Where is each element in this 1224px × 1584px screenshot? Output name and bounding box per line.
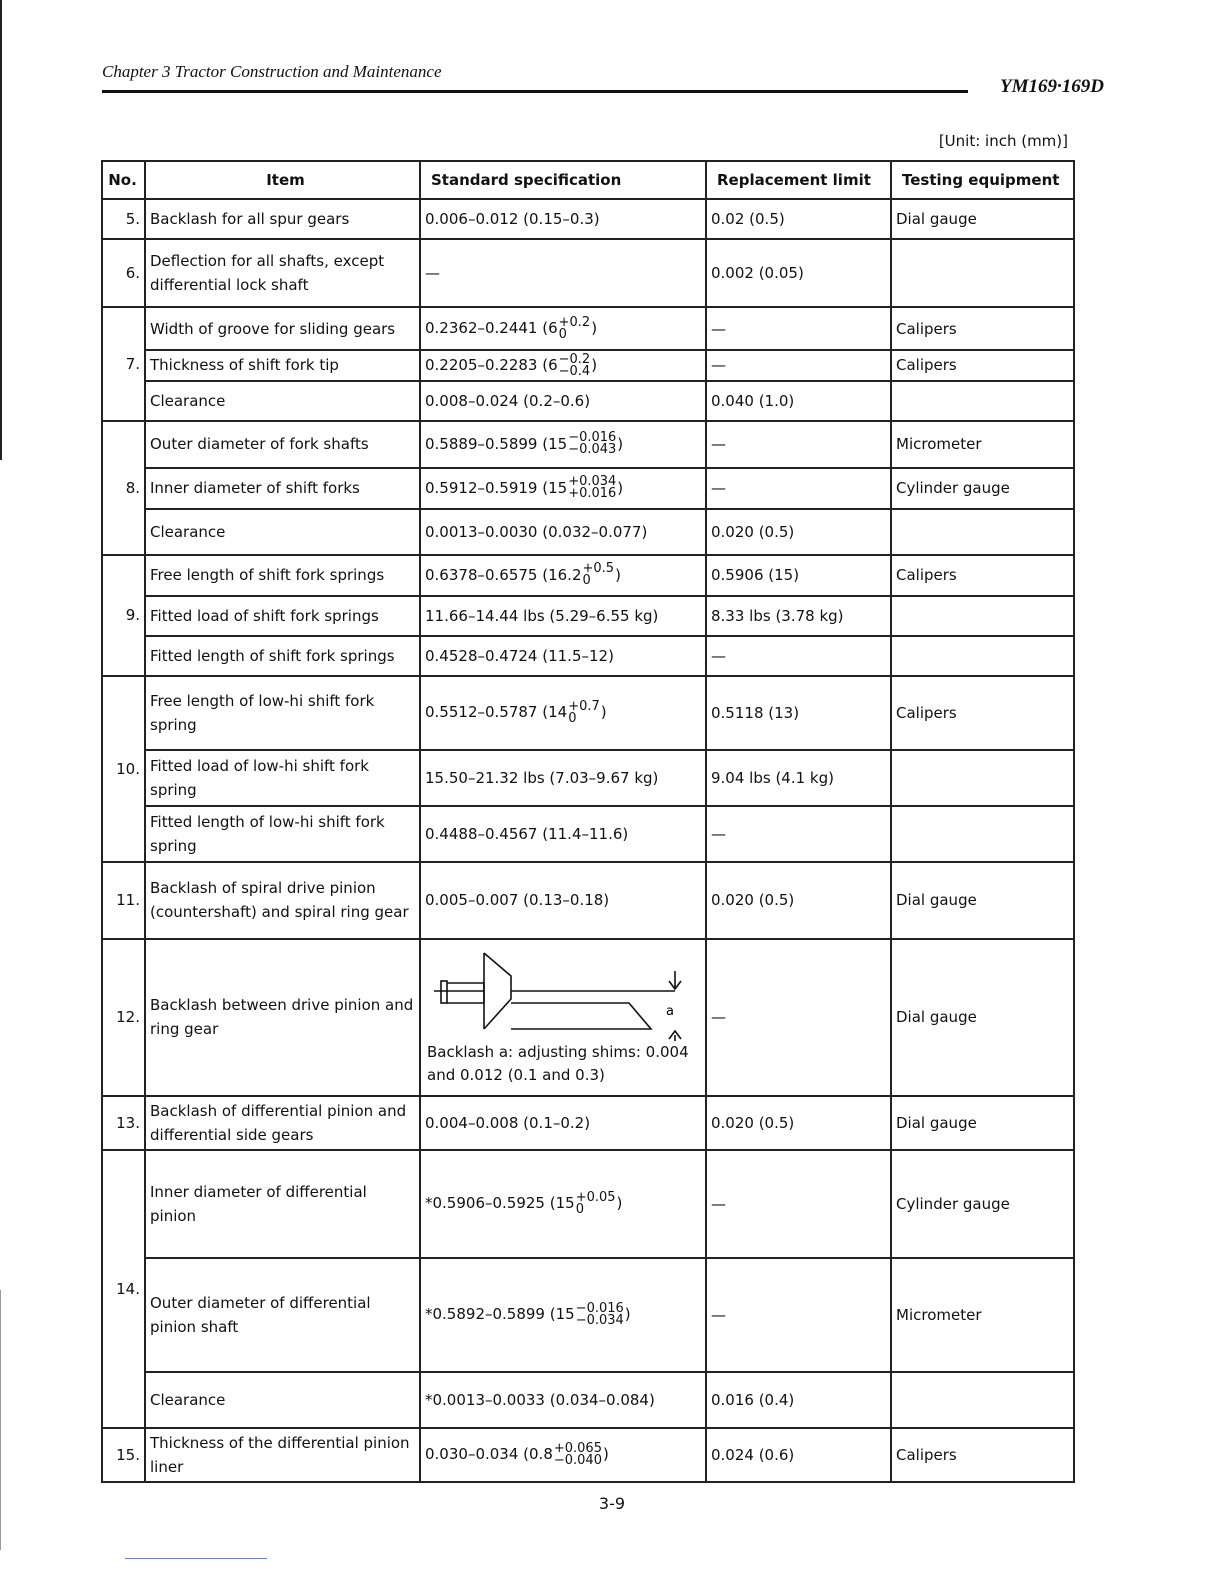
cell-spec: 0.0013–0.0030 (0.032–0.077): [420, 509, 706, 555]
cell-limit: 0.024 (0.6): [706, 1428, 891, 1482]
table-row: [102, 1372, 1074, 1428]
spec-close: ): [624, 1305, 631, 1324]
cell-item: Fitted length of shift fork springs: [145, 636, 420, 676]
cell-limit: —: [706, 636, 891, 676]
cell-no: 8.: [102, 421, 145, 555]
cell-limit: 0.5118 (13): [706, 676, 891, 750]
tolerance: [553, 1440, 602, 1468]
cell-item: Backlash between drive pinion and ring gear: [145, 939, 420, 1096]
cell-item: Outer diameter of fork shafts: [145, 421, 420, 468]
tolerance-lower: −0.034: [575, 1312, 624, 1328]
cell-limit: 0.002 (0.05): [706, 239, 891, 307]
cell-limit: 0.020 (0.5): [706, 509, 891, 555]
cell-item: Inner diameter of shift forks: [145, 468, 420, 509]
tolerance-lower: 0: [575, 1201, 584, 1217]
tolerance-upper: −0.2: [558, 351, 591, 367]
cell-item: Backlash for all spur gears: [145, 199, 420, 239]
cell-equip: Dial gauge: [891, 862, 1074, 939]
tolerance-lower: 0: [582, 573, 591, 589]
cell-item: Thickness of the differential pinion liner: [145, 1428, 420, 1482]
spec-base: 0.5889–0.5899 (15: [425, 434, 568, 453]
cell-equip: Calipers: [891, 555, 1074, 596]
cell-spec: [420, 1258, 706, 1372]
cell-item: Thickness of shift fork tip: [145, 350, 420, 381]
table-row: [102, 350, 1074, 381]
col-header-no: No.: [102, 161, 145, 199]
cell-no: 10.: [102, 676, 145, 862]
cell-limit: —: [706, 1150, 891, 1258]
tolerance: [568, 432, 616, 456]
cell-limit: 0.020 (0.5): [706, 862, 891, 939]
diagram-label-a: a: [666, 1004, 674, 1019]
cell-spec: [420, 1150, 706, 1258]
cell-equip: Calipers: [891, 350, 1074, 381]
cell-no: 9.: [102, 555, 145, 676]
cell-equip: [891, 239, 1074, 307]
tolerance-upper: +0.065: [553, 1440, 602, 1456]
cell-item: Clearance: [145, 381, 420, 421]
cell-equip: [891, 596, 1074, 636]
cell-limit: 8.33 lbs (3.78 kg): [706, 596, 891, 636]
cell-equip: [891, 1372, 1074, 1428]
model-heading: YM169·169D: [1000, 76, 1104, 97]
cell-spec: —: [420, 239, 706, 307]
cell-equip: [891, 750, 1074, 806]
table-row: [102, 1150, 1074, 1258]
cell-item: Fitted length of low-hi shift fork spring: [145, 806, 420, 862]
cell-equip: Calipers: [891, 1428, 1074, 1482]
tolerance-upper: +0.5: [582, 561, 615, 577]
spec-close: ): [600, 703, 607, 722]
spec-table: [101, 160, 1075, 1483]
table-row: [102, 307, 1074, 350]
tolerance: [575, 1300, 624, 1328]
cell-limit: 0.020 (0.5): [706, 1096, 891, 1150]
cell-equip: [891, 806, 1074, 862]
tolerance-lower: −0.043: [568, 442, 617, 458]
cell-spec: 11.66–14.44 lbs (5.29–6.55 kg): [420, 596, 706, 636]
cell-item: Deflection for all shafts, except differential lock shaft: [145, 239, 420, 307]
table-row: [102, 199, 1074, 239]
cell-equip: [891, 509, 1074, 555]
table-row: [102, 555, 1074, 596]
cell-no: 14.: [102, 1150, 145, 1428]
cell-spec: 15.50–21.32 lbs (7.03–9.67 kg): [420, 750, 706, 806]
cell-spec: *0.0013–0.0033 (0.034–0.084): [420, 1372, 706, 1428]
cell-spec: [420, 350, 706, 381]
cell-item: Free length of low-hi shift fork spring: [145, 676, 420, 750]
tolerance: [558, 351, 591, 379]
spec-close: ): [617, 434, 624, 453]
spec-close: ): [602, 1445, 609, 1464]
tolerance-upper: −0.016: [568, 430, 617, 446]
cell-limit: —: [706, 939, 891, 1096]
cell-spec: 0.005–0.007 (0.13–0.18): [420, 862, 706, 939]
spec-base: 0.6378–0.6575 (16.2: [425, 565, 582, 584]
tolerance: [568, 698, 600, 726]
cell-limit: —: [706, 468, 891, 509]
cell-equip: Cylinder gauge: [891, 1150, 1074, 1258]
cell-limit: 0.5906 (15): [706, 555, 891, 596]
tolerance-lower: +0.016: [568, 486, 617, 502]
header-rule: [102, 90, 968, 93]
col-header-item: Item: [145, 161, 420, 199]
cell-limit: 0.016 (0.4): [706, 1372, 891, 1428]
left-margin-mark: [0, 0, 2, 460]
cell-spec: [420, 307, 706, 350]
cell-equip: [891, 636, 1074, 676]
spec-base: 0.5512–0.5787 (14: [425, 703, 568, 722]
table-row: [102, 421, 1074, 468]
cell-limit: —: [706, 806, 891, 862]
cell-spec: 0.4488–0.4567 (11.4–11.6): [420, 806, 706, 862]
table-row: [102, 636, 1074, 676]
spec-base: 0.030–0.034 (0.8: [425, 1445, 553, 1464]
tolerance: [558, 314, 591, 342]
spec-base: *0.5906–0.5925 (15: [425, 1194, 575, 1213]
cell-item: Clearance: [145, 1372, 420, 1428]
cell-limit: —: [706, 1258, 891, 1372]
cell-spec: [420, 939, 706, 1096]
tolerance-upper: −0.016: [575, 1300, 624, 1316]
cell-spec: 0.008–0.024 (0.2–0.6): [420, 381, 706, 421]
cell-equip: Cylinder gauge: [891, 468, 1074, 509]
col-header-spec: Standard specification: [420, 161, 706, 199]
cell-spec: 0.006–0.012 (0.15–0.3): [420, 199, 706, 239]
spec-base: 0.2362–0.2441 (6: [425, 319, 558, 338]
spec-close: ): [591, 356, 598, 374]
cell-limit: —: [706, 350, 891, 381]
tolerance-lower: −0.040: [553, 1452, 602, 1468]
table-row: [102, 509, 1074, 555]
tolerance: [583, 563, 615, 587]
cell-spec: 0.4528–0.4724 (11.5–12): [420, 636, 706, 676]
cell-no: 12.: [102, 939, 145, 1096]
table-row: [102, 862, 1074, 939]
cell-limit: —: [706, 421, 891, 468]
tolerance: [568, 476, 616, 500]
tolerance-upper: +0.7: [568, 698, 600, 714]
cell-limit: 0.040 (1.0): [706, 381, 891, 421]
table-row: [102, 381, 1074, 421]
cell-item: Fitted load of shift fork springs: [145, 596, 420, 636]
cell-spec: [420, 555, 706, 596]
cell-equip: Dial gauge: [891, 1096, 1074, 1150]
cell-spec: [420, 421, 706, 468]
cell-spec: 0.004–0.008 (0.1–0.2): [420, 1096, 706, 1150]
cell-item: Backlash of differential pinion and differential side gears: [145, 1096, 420, 1150]
tolerance-lower: 0: [558, 326, 567, 342]
spec-base: *0.5892–0.5899 (15: [425, 1305, 575, 1324]
cell-no: 15.: [102, 1428, 145, 1482]
cell-no: 6.: [102, 239, 145, 307]
spec-close: ): [616, 1194, 623, 1213]
cell-item: Inner diameter of differential pinion: [145, 1150, 420, 1258]
tolerance-upper: +0.034: [568, 474, 617, 490]
cell-spec: [420, 676, 706, 750]
table-row: [102, 239, 1074, 307]
cell-limit: 9.04 lbs (4.1 kg): [706, 750, 891, 806]
chapter-heading: Chapter 3 Tractor Construction and Maintenance: [102, 62, 442, 81]
tolerance-upper: +0.05: [575, 1189, 616, 1205]
table-row: [102, 750, 1074, 806]
table-row: [102, 1428, 1074, 1482]
pinion-ring-gear-diagram: [429, 951, 689, 1041]
table-row: [102, 939, 1074, 1096]
cell-item: Fitted load of low-hi shift fork spring: [145, 750, 420, 806]
spec-base: 0.5912–0.5919 (15: [425, 478, 568, 497]
col-header-equip: Testing equipment: [891, 161, 1074, 199]
cell-item: Backlash of spiral drive pinion (countershaft) and spiral ring gear: [145, 862, 420, 939]
page-number: 3-9: [598, 1494, 626, 1513]
cell-equip: [891, 381, 1074, 421]
cell-no: 7.: [102, 307, 145, 421]
cell-equip: Dial gauge: [891, 199, 1074, 239]
table-row: [102, 1258, 1074, 1372]
cell-no: 5.: [102, 199, 145, 239]
cell-limit: —: [706, 307, 891, 350]
cell-equip: Micrometer: [891, 1258, 1074, 1372]
spec-text: Backlash a: adjusting shims: 0.004 and 0.012 (0.1 and 0.3): [427, 1043, 689, 1084]
footer-link-line: [125, 1558, 267, 1559]
cell-spec: [420, 468, 706, 509]
tolerance-lower: −0.4: [558, 363, 591, 379]
tolerance-upper: +0.2: [558, 314, 591, 330]
tolerance-lower: 0: [568, 710, 577, 726]
cell-no: 13.: [102, 1096, 145, 1150]
cell-no: 11.: [102, 862, 145, 939]
cell-item: Outer diameter of differential pinion shaft: [145, 1258, 420, 1372]
table-row: [102, 806, 1074, 862]
cell-limit: 0.02 (0.5): [706, 199, 891, 239]
spec-base: 0.2205–0.2283 (6: [425, 356, 558, 374]
cell-equip: Dial gauge: [891, 939, 1074, 1096]
cell-item: Width of groove for sliding gears: [145, 307, 420, 350]
cell-equip: Calipers: [891, 676, 1074, 750]
col-header-limit: Replacement limit: [706, 161, 891, 199]
table-row: [102, 596, 1074, 636]
tolerance: [575, 1189, 616, 1217]
table-row: [102, 676, 1074, 750]
table-row: [102, 468, 1074, 509]
cell-item: Free length of shift fork springs: [145, 555, 420, 596]
cell-equip: Calipers: [891, 307, 1074, 350]
spec-close: ): [617, 478, 624, 497]
spec-close: ): [615, 565, 621, 584]
spec-close: ): [591, 319, 598, 338]
table-header-row: [102, 161, 1074, 199]
cell-equip: Micrometer: [891, 421, 1074, 468]
unit-note: [Unit: inch (mm)]: [938, 132, 1068, 150]
cell-spec: [420, 1428, 706, 1482]
table-row: [102, 1096, 1074, 1150]
cell-item: Clearance: [145, 509, 420, 555]
